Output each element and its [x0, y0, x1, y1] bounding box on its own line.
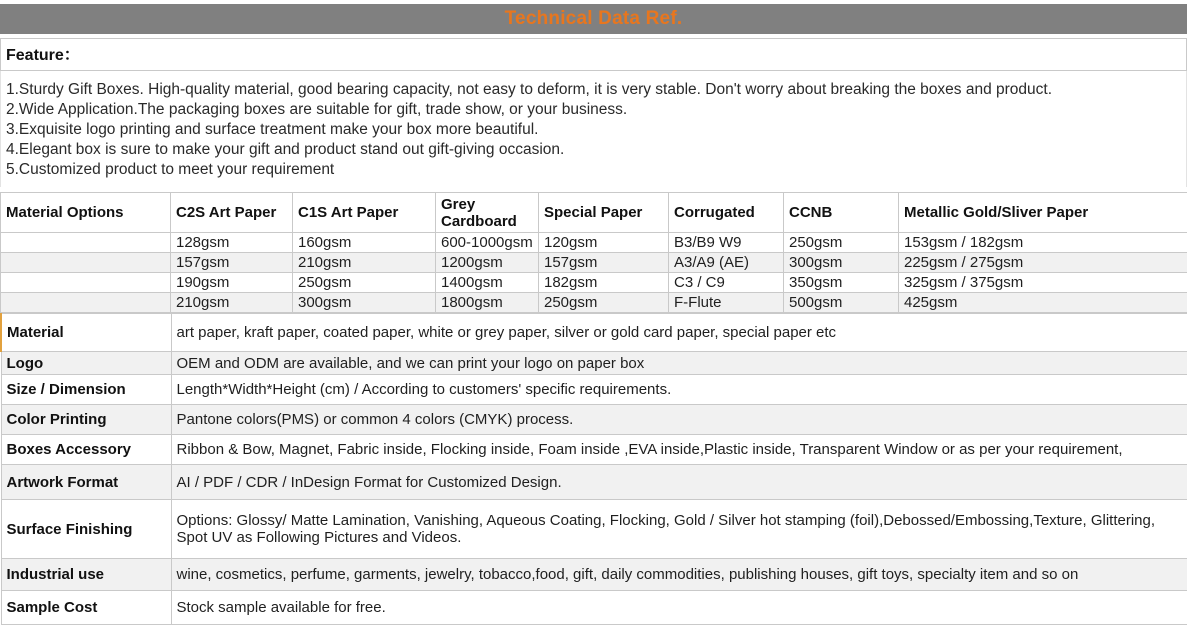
spec-row-artwork-format	[1, 465, 1187, 500]
feature-item: 3.Exquisite logo printing and surface treatment make your box more beautiful.	[6, 120, 1181, 140]
gsm-cell	[1, 233, 171, 253]
feature-item: 2.Wide Application.The packaging boxes are suitable for gift, trade show, or your business.	[6, 100, 1181, 120]
spec-row-size-dimension	[1, 375, 1187, 405]
spec-row-logo	[1, 352, 1187, 375]
spec-label: Industrial use	[1, 559, 171, 591]
feature-item: 4.Elegant box is sure to make your gift and product stand out gift-giving occasion.	[6, 140, 1181, 160]
gsm-cell: 160gsm	[293, 233, 436, 253]
spec-table	[0, 313, 1187, 625]
gsm-cell: 1200gsm	[436, 253, 539, 273]
spec-row-industrial-use	[1, 559, 1187, 591]
spec-value: Length*Width*Height (cm) / According to customers' specific requirements.	[171, 375, 1187, 405]
spec-label: Surface Finishing	[1, 500, 171, 559]
gsm-cell: 300gsm	[784, 253, 899, 273]
title-bar	[0, 4, 1187, 34]
spec-label: Material	[1, 314, 171, 352]
spec-value: Stock sample available for free.	[171, 591, 1187, 625]
column-header-metallic-paper: Metallic Gold/Sliver Paper	[899, 193, 1187, 233]
spec-label: Boxes Accessory	[1, 435, 171, 465]
table-row	[1, 273, 1187, 293]
gsm-cell: 210gsm	[171, 293, 293, 313]
table-row	[1, 293, 1187, 313]
feature-list	[0, 71, 1187, 187]
spec-row-boxes-accessory	[1, 435, 1187, 465]
spec-label: Color Printing	[1, 405, 171, 435]
gsm-cell	[1, 293, 171, 313]
spec-value: OEM and ODM are available, and we can print your logo on paper box	[171, 352, 1187, 375]
gsm-cell: 225gsm / 275gsm	[899, 253, 1187, 273]
gsm-cell: 250gsm	[293, 273, 436, 293]
spec-value: Ribbon & Bow, Magnet, Fabric inside, Flocking inside, Foam inside ,EVA inside,Plastic inside, Transparent Window or as per your requirement,	[171, 435, 1187, 465]
spec-label: Size / Dimension	[1, 375, 171, 405]
column-header-c2s-art-paper: C2S Art Paper	[171, 193, 293, 233]
feature-item: 1.Sturdy Gift Boxes. High-quality material, good bearing capacity, not easy to deform, it is very stable. Don't worry about breaking the boxes and product.	[6, 80, 1181, 100]
gsm-cell: 128gsm	[171, 233, 293, 253]
gsm-cell: C3 / C9	[669, 273, 784, 293]
gsm-cell: 157gsm	[171, 253, 293, 273]
spec-value: wine, cosmetics, perfume, garments, jewelry, tobacco,food, gift, daily commodities, publishing houses, gift toys, specialty item and so on	[171, 559, 1187, 591]
gsm-cell	[1, 273, 171, 293]
table-row	[1, 253, 1187, 273]
spec-value: AI / PDF / CDR / InDesign Format for Customized Design.	[171, 465, 1187, 500]
column-header-grey-cardboard: Grey Cardboard	[436, 193, 539, 233]
gsm-cell: 250gsm	[539, 293, 669, 313]
spec-row-surface-finishing	[1, 500, 1187, 559]
column-header-material-options: Material Options	[1, 193, 171, 233]
spec-value: Pantone colors(PMS) or common 4 colors (CMYK) process.	[171, 405, 1187, 435]
gsm-cell: 300gsm	[293, 293, 436, 313]
table-row	[1, 233, 1187, 253]
gsm-cell: B3/B9 W9	[669, 233, 784, 253]
gsm-cell: A3/A9 (AE)	[669, 253, 784, 273]
spec-label: Logo	[1, 352, 171, 375]
column-header-special-paper: Special Paper	[539, 193, 669, 233]
feature-item: 5.Customized product to meet your requirement	[6, 160, 1181, 180]
page-title: Technical Data Ref.	[505, 8, 683, 30]
gsm-cell: 210gsm	[293, 253, 436, 273]
spec-row-material	[1, 314, 1187, 352]
gsm-cell: 153gsm / 182gsm	[899, 233, 1187, 253]
spec-value: art paper, kraft paper, coated paper, white or grey paper, silver or gold card paper, special paper etc	[171, 314, 1187, 352]
feature-heading: Feature：	[0, 38, 1187, 71]
spec-label: Sample Cost	[1, 591, 171, 625]
materials-table	[0, 192, 1187, 313]
gsm-cell: 1800gsm	[436, 293, 539, 313]
gsm-cell: 250gsm	[784, 233, 899, 253]
gsm-cell: F-Flute	[669, 293, 784, 313]
gsm-cell: 1400gsm	[436, 273, 539, 293]
gsm-cell: 325gsm / 375gsm	[899, 273, 1187, 293]
gsm-cell: 600-1000gsm	[436, 233, 539, 253]
gsm-cell: 157gsm	[539, 253, 669, 273]
column-header-c1s-art-paper: C1S Art Paper	[293, 193, 436, 233]
gsm-cell: 120gsm	[539, 233, 669, 253]
gsm-cell: 425gsm	[899, 293, 1187, 313]
spec-row-sample-cost	[1, 591, 1187, 625]
spec-value: Options: Glossy/ Matte Lamination, Vanishing, Aqueous Coating, Flocking, Gold / Silver hot stamping (foil),Debossed/Embossing,Texture, Glittering, Spot UV as Following Pictures and Videos.	[171, 500, 1187, 559]
spec-label: Artwork Format	[1, 465, 171, 500]
gsm-cell: 190gsm	[171, 273, 293, 293]
materials-header-row	[1, 193, 1187, 233]
column-header-corrugated: Corrugated	[669, 193, 784, 233]
gsm-cell: 182gsm	[539, 273, 669, 293]
gsm-cell: 500gsm	[784, 293, 899, 313]
gsm-cell	[1, 253, 171, 273]
column-header-ccnb: CCNB	[784, 193, 899, 233]
spec-row-color-printing	[1, 405, 1187, 435]
gsm-cell: 350gsm	[784, 273, 899, 293]
